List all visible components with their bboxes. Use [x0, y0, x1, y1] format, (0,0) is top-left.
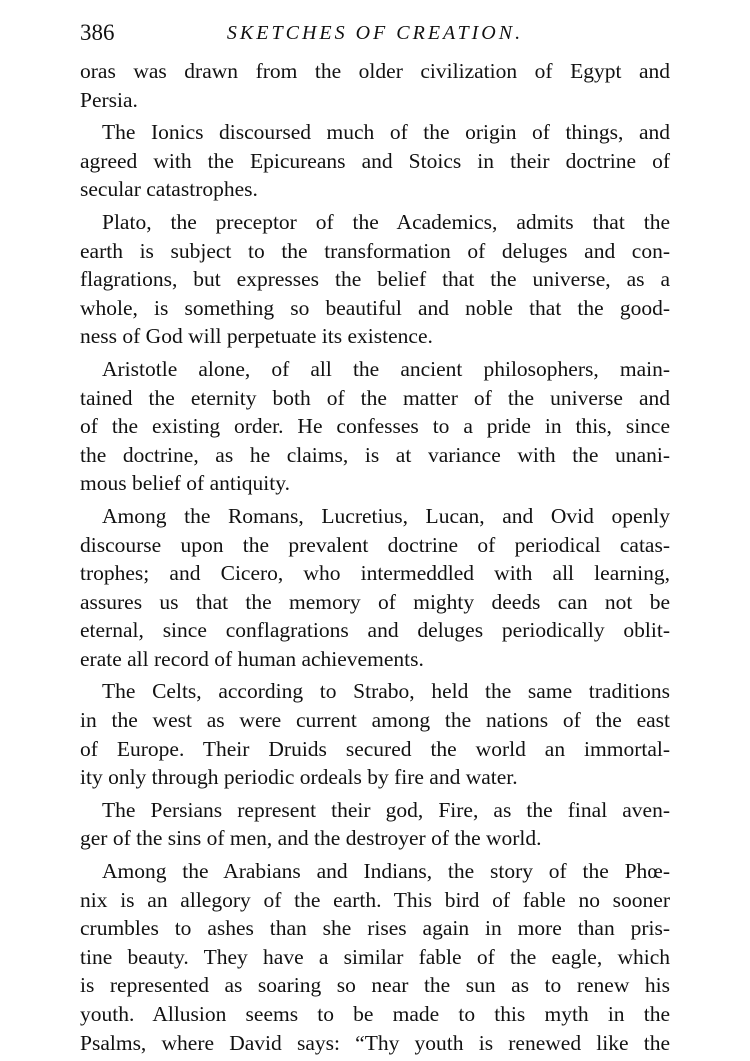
text-line: of the existing order. He confesses to a pride in this, since — [80, 414, 670, 439]
text-line: tine beauty. They have a similar fable of the eagle, which — [80, 944, 670, 969]
paragraph — [80, 208, 670, 351]
text-line: whole, is something so beautiful and noble that the good- — [80, 295, 670, 320]
page-header — [80, 16, 670, 50]
text-line: tained the eternity both of the matter of the universe and — [80, 385, 670, 410]
text-line: ity only through periodic ordeals by fire and water. — [80, 765, 518, 790]
text-line: trophes; and Cicero, who intermeddled with all learning, — [80, 561, 670, 586]
text-line: eternal, since conflagrations and deluges periodically oblit- — [80, 618, 670, 643]
paragraph — [80, 118, 670, 204]
text-line: crumbles to ashes than she rises again in more than pris- — [80, 916, 670, 941]
text-line: ger of the sins of men, and the destroyer of the world. — [80, 826, 542, 851]
text-line: of Europe. Their Druids secured the world an immortal- — [80, 736, 670, 761]
text-line: is represented as soaring so near the sun as to renew his — [80, 973, 670, 998]
running-head: SKETCHES OF CREATION. — [226, 22, 524, 44]
paragraph — [80, 355, 670, 498]
text-line: secular catastrophes. — [80, 177, 258, 202]
text-line: in the west as were current among the nations of the east — [80, 708, 670, 733]
text-line: The Ionics discoursed much of the origin of things, and — [102, 120, 670, 145]
text-line: flagrations, but expresses the belief that the universe, as a — [80, 267, 670, 292]
paragraph — [80, 796, 670, 853]
paragraph — [80, 857, 670, 1057]
paragraph — [80, 677, 670, 791]
paragraph — [80, 57, 670, 114]
text-line: youth. Allusion seems to be made to this myth in the — [80, 1002, 670, 1026]
text-line: Aristotle alone, of all the ancient philosophers, main- — [102, 356, 670, 381]
text-line: erate all record of human achievements. — [80, 646, 424, 671]
text-line: oras was drawn from the older civilization of Egypt and — [80, 59, 670, 83]
text-line: discourse upon the prevalent doctrine of periodical catas- — [80, 532, 670, 557]
text-line: ness of God will perpetuate its existence. — [80, 324, 433, 349]
text-line: assures us that the memory of mighty deeds can not be — [80, 589, 670, 614]
text-line: agreed with the Epicureans and Stoics in their doctrine of — [80, 148, 670, 173]
text-line: The Persians represent their god, Fire, as the final aven- — [102, 797, 670, 822]
text-line: The Celts, according to Strabo, held the same traditions — [102, 679, 670, 704]
text-line: Persia. — [80, 87, 138, 112]
page-number: 386 — [80, 20, 115, 45]
text-line: earth is subject to the transformation of deluges and con- — [80, 238, 670, 263]
text-line: Among the Arabians and Indians, the story of the Phœ- — [102, 859, 670, 884]
paragraph — [80, 502, 670, 674]
text-line: Plato, the preceptor of the Academics, admits that the — [102, 209, 670, 234]
text-line: Among the Romans, Lucretius, Lucan, and Ovid openly — [102, 503, 670, 528]
text-line: Psalms, where David says: “Thy youth is renewed like the — [80, 1030, 670, 1055]
text-line: the doctrine, as he claims, is at variance with the unani- — [80, 442, 670, 467]
body-text — [80, 57, 670, 1061]
text-line: nix is an allegory of the earth. This bird of fable no sooner — [80, 887, 670, 912]
text-line: mous belief of antiquity. — [80, 471, 290, 496]
